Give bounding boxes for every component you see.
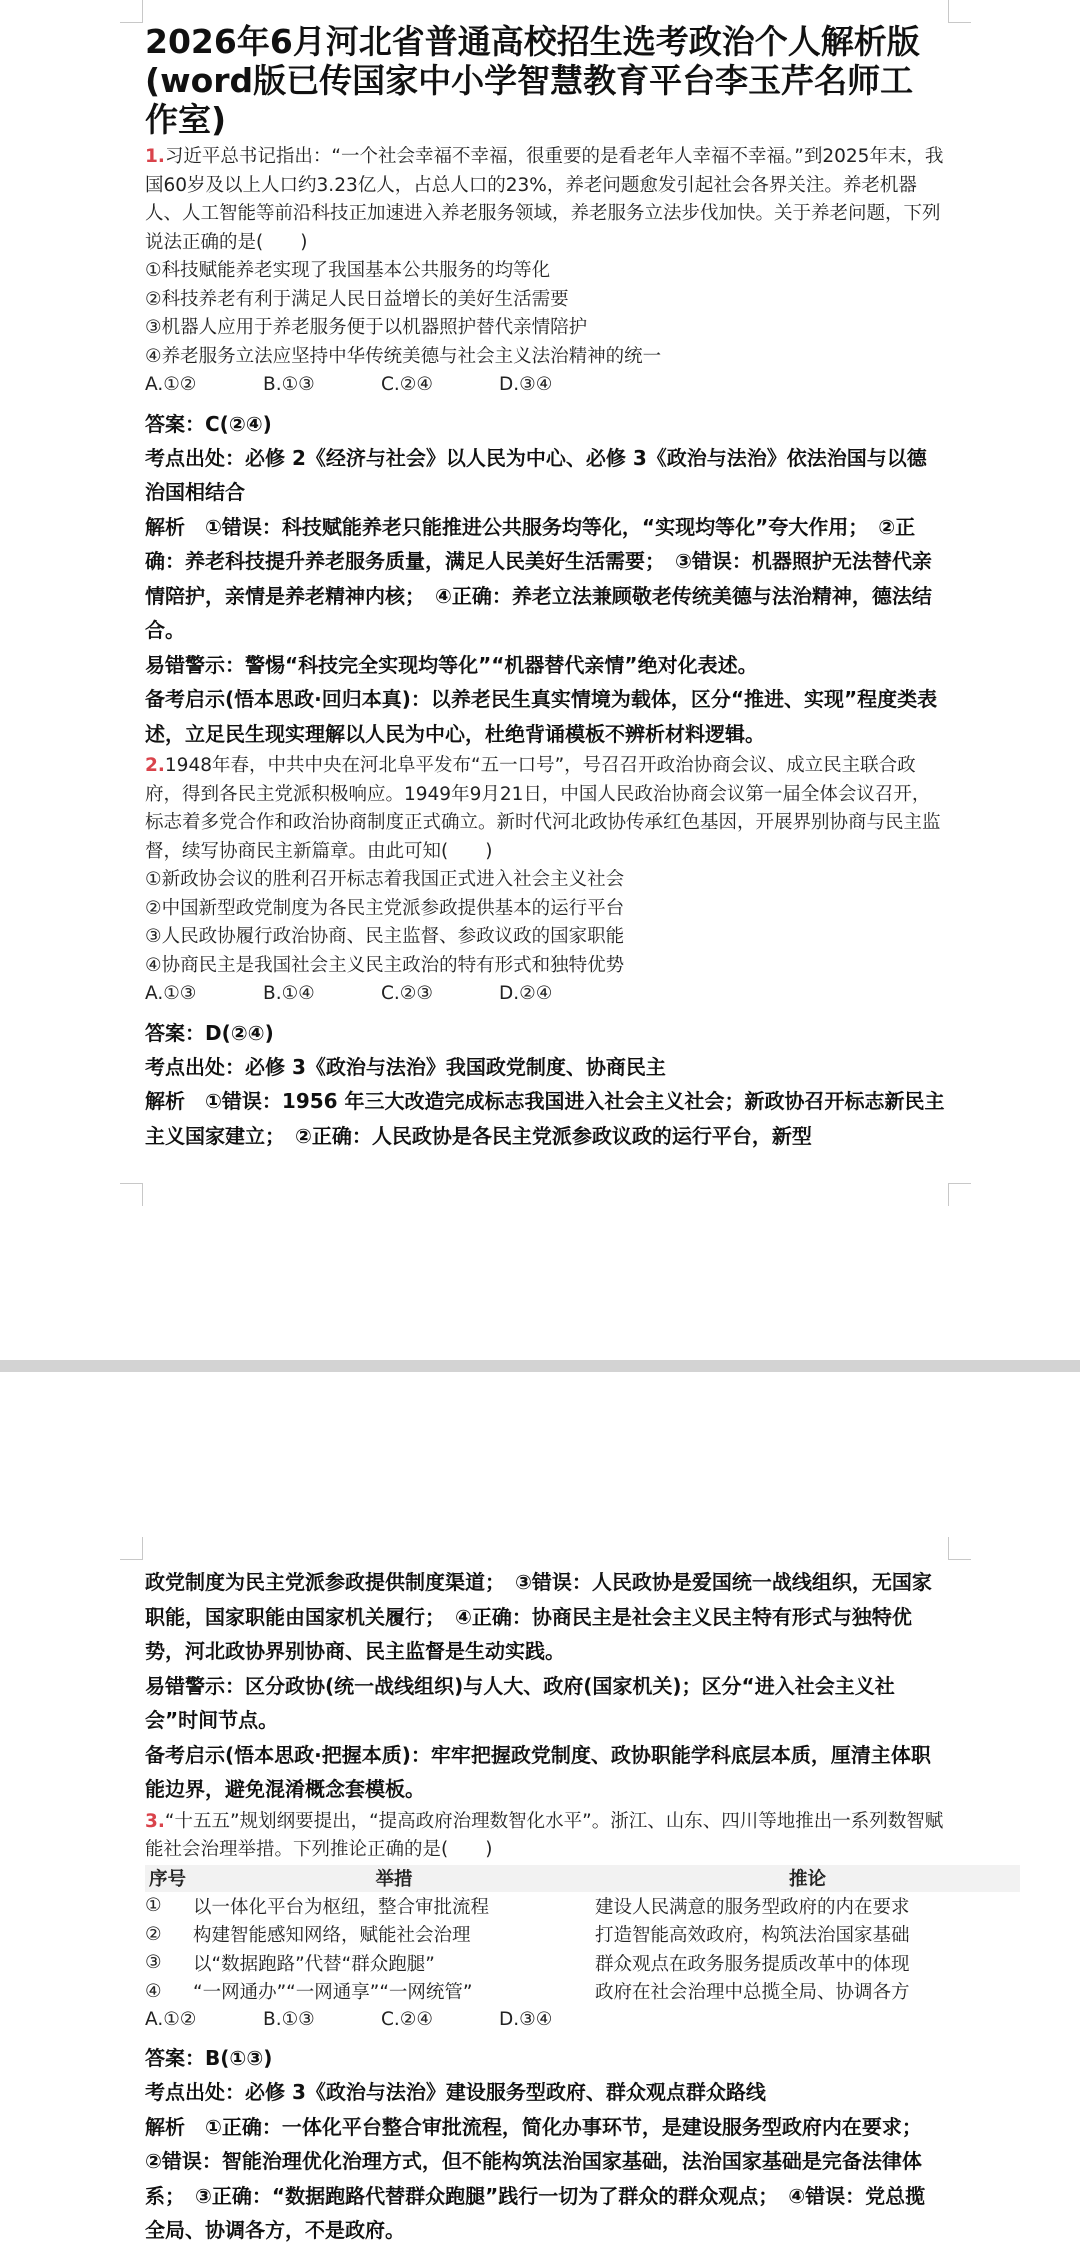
question-3-source: 考点出处：必修 3《政治与法治》建设服务型政府、群众观点群众路线 [145, 2080, 766, 2104]
question-2-warning: 易错警示：区分政协(统一战线组织)与人大、政府(国家机关)；区分“进入社会主义社会”时间节点。 [145, 1673, 895, 1732]
choice-a: A.①② [145, 374, 197, 395]
table-header-inference: 推论 [595, 1865, 1020, 1892]
question-2-item: ④协商民主是我国社会主义民主政治的特有形式和独特优势 [145, 954, 625, 976]
table-row [145, 1892, 1020, 1921]
question-1-item: ②科技养老有利于满足人民日益增长的美好生活需要 [145, 288, 569, 310]
question-1-choices [145, 371, 945, 400]
table-cell: 构建智能感知网络，赋能社会治理 [193, 1925, 471, 1947]
question-3-analysis: 解析 ①正确：一体化平台整合审批流程，简化办事环节，是建设服务型政府内在要求； ②错误：智能治理优化治理方式，但不能构筑法治国家基础，法治国家基础是完备法律体系； ③正确：“数据跑路代替群众跑腿”践行一切为了群众的群众观点； ④错误：党总揽全局、协调各方，不是政府。 [145, 2114, 932, 2242]
question-1-stem: 1.习近平总书记指出：“一个社会幸福不幸福，很重要的是看老年人幸福不幸福。”到2025年末，我国60岁及以上人口约3.23亿人，占总人口的23%，养老问题愈发引起社会各界关注。养老机器人、人工智能等前沿科技正加速进入养老服务领域，养老服务立法步伐加快。关于养老问题，下列说法正确的是( ) [145, 146, 944, 253]
table-header-index: 序号 [145, 1865, 193, 1892]
table-cell: 建设人民满意的服务型政府的内在要求 [595, 1896, 910, 1918]
page-corner-mark [120, 0, 143, 23]
table-header-row [145, 1865, 1020, 1892]
document-title: 2026年6月河北省普通高校招生选考政治个人解析版(word版已传国家中小学智慧教育平台李玉芹名师工作室) [145, 22, 920, 139]
table-cell: 以一体化平台为枢纽，整合审批流程 [193, 1896, 490, 1918]
table-cell: “一网通办”“一网通享”“一网统管” [193, 1982, 473, 2004]
question-2-source: 考点出处：必修 3《政治与法治》我国政党制度、协商民主 [145, 1054, 666, 1079]
page-separator [0, 1360, 1080, 1372]
question-2-item: ③人民政协履行政治协商、民主监督、参政议政的国家职能 [145, 926, 625, 947]
choice-a: A.①② [145, 2008, 197, 2030]
question-3-choices [145, 2006, 945, 2035]
question-2-choices [145, 980, 945, 1009]
question-1-answer: 答案：C(②④) [145, 411, 272, 436]
choice-c: C.②④ [381, 2008, 433, 2030]
page-corner-mark [948, 1183, 971, 1206]
question-1-item: ③机器人应用于养老服务便于以机器照护替代亲情陪护 [145, 317, 588, 338]
table-row [145, 1977, 1020, 2006]
choice-b: B.①④ [263, 983, 315, 1004]
table-cell: 以“数据跑路”代替“群众跑腿” [193, 1953, 435, 1975]
question-number: 1. [145, 146, 165, 167]
question-2-analysis: 解析 ①错误：1956 年三大改造完成标志我国进入社会主义社会；新政协召开标志新民主主义国家建立； ②正确：人民政协是各民主党派参政议政的运行平台，新型 [145, 1089, 945, 1148]
choice-b: B.①③ [263, 2008, 315, 2030]
document-page-2 [0, 1372, 1080, 2242]
table-cell: 政府在社会治理中总揽全局、协调各方 [595, 1982, 910, 2004]
question-1-source: 考点出处：必修 2《经济与社会》以人民为中心、必修 3《政治与法治》依法治国与以德治国相结合 [145, 445, 927, 504]
question-2-tip: 备考启示(悟本思政·把握本质)：牢牢把握政党制度、政协职能学科底层本质，厘清主体职能边界，避免混淆概念套模板。 [145, 1742, 931, 1801]
question-2-stem: 2.1948年春，中共中央在河北阜平发布“五一口号”，号召召开政治协商会议、成立民主联合政府，得到各民主党派积极响应。1949年9月21日，中国人民政治协商会议第一届全体会议召开，标志着多党合作和政治协商制度正式确立。新时代河北政协传承红色基因，开展界别协商与民主监督，续写协商民主新篇章。由此可知( ) [145, 755, 941, 862]
question-1-tip: 备考启示(悟本思政·回归本真)：以养老民生真实情境为载体，区分“推进、实现”程度类表述，立足民生现实理解以人民为中心，杜绝背诵模板不辨析材料逻辑。 [145, 687, 938, 746]
table-row [145, 1949, 1020, 1978]
question-2-answer: 答案：D(②④) [145, 1020, 274, 1045]
question-3-stem: 3.“十五五”规划纲要提出，“提高政府治理数智化水平”。浙江、山东、四川等地推出一系列数智赋能社会治理举措。下列推论正确的是( ) [145, 1810, 944, 1860]
table-cell: 群众观点在政务服务提质改革中的体现 [595, 1953, 910, 1975]
question-1-item: ④养老服务立法应坚持中华传统美德与社会主义法治精神的统一 [145, 345, 662, 367]
table-cell: 打造智能高效政府，构筑法治国家基础 [595, 1925, 910, 1947]
question-2-item: ①新政协会议的胜利召开标志着我国正式进入社会主义社会 [145, 869, 625, 890]
question-1-item: ①科技赋能养老实现了我国基本公共服务的均等化 [145, 260, 551, 281]
table-cell: ② [145, 1923, 162, 1945]
choice-d: D.②④ [499, 983, 553, 1004]
choice-a: A.①③ [145, 983, 197, 1004]
choice-d: D.③④ [499, 374, 553, 395]
choice-b: B.①③ [263, 374, 315, 395]
question-number: 2. [145, 755, 165, 776]
question-1-analysis: 解析 ①错误：科技赋能养老只能推进公共服务均等化，“实现均等化”夸大作用； ②正确：养老科技提升养老服务质量，满足人民美好生活需要； ③错误：机器照护无法替代亲情陪护，亲情是养老精神内核； ④正确：养老立法兼顾敬老传统美德与法治精神，德法结合。 [145, 514, 932, 642]
page-corner-mark [120, 1183, 143, 1206]
choice-c: C.②③ [381, 983, 433, 1004]
table-cell: ① [145, 1895, 162, 1917]
question-1-warning: 易错警示：警惕“科技完全实现均等化”“机器替代亲情”绝对化表述。 [145, 652, 758, 677]
question-2-item: ②中国新型政党制度为各民主党派参政提供基本的运行平台 [145, 897, 625, 919]
choice-d: D.③④ [499, 2008, 553, 2030]
table-cell: ④ [145, 1980, 162, 2002]
table-cell: ③ [145, 1952, 162, 1974]
choice-c: C.②④ [381, 374, 433, 395]
page-corner-mark [948, 1537, 971, 1560]
table-header-measure: 举措 [193, 1865, 595, 1892]
table-row [145, 1920, 1020, 1949]
question-3-table [145, 1865, 1020, 2006]
question-2-analysis-continued: 政党制度为民主党派参政提供制度渠道； ③错误：人民政协是爱国统一战线组织，无国家职能，国家职能由国家机关履行； ④正确：协商民主是社会主义民主特有形式与独特优势，河北政协界别协商、民主监督是生动实践。 [145, 1570, 932, 1663]
question-3-answer: 答案：B(①③) [145, 2046, 273, 2070]
page-corner-mark [948, 0, 971, 23]
question-number: 3. [145, 1810, 165, 1832]
page-corner-mark [120, 1537, 143, 1560]
